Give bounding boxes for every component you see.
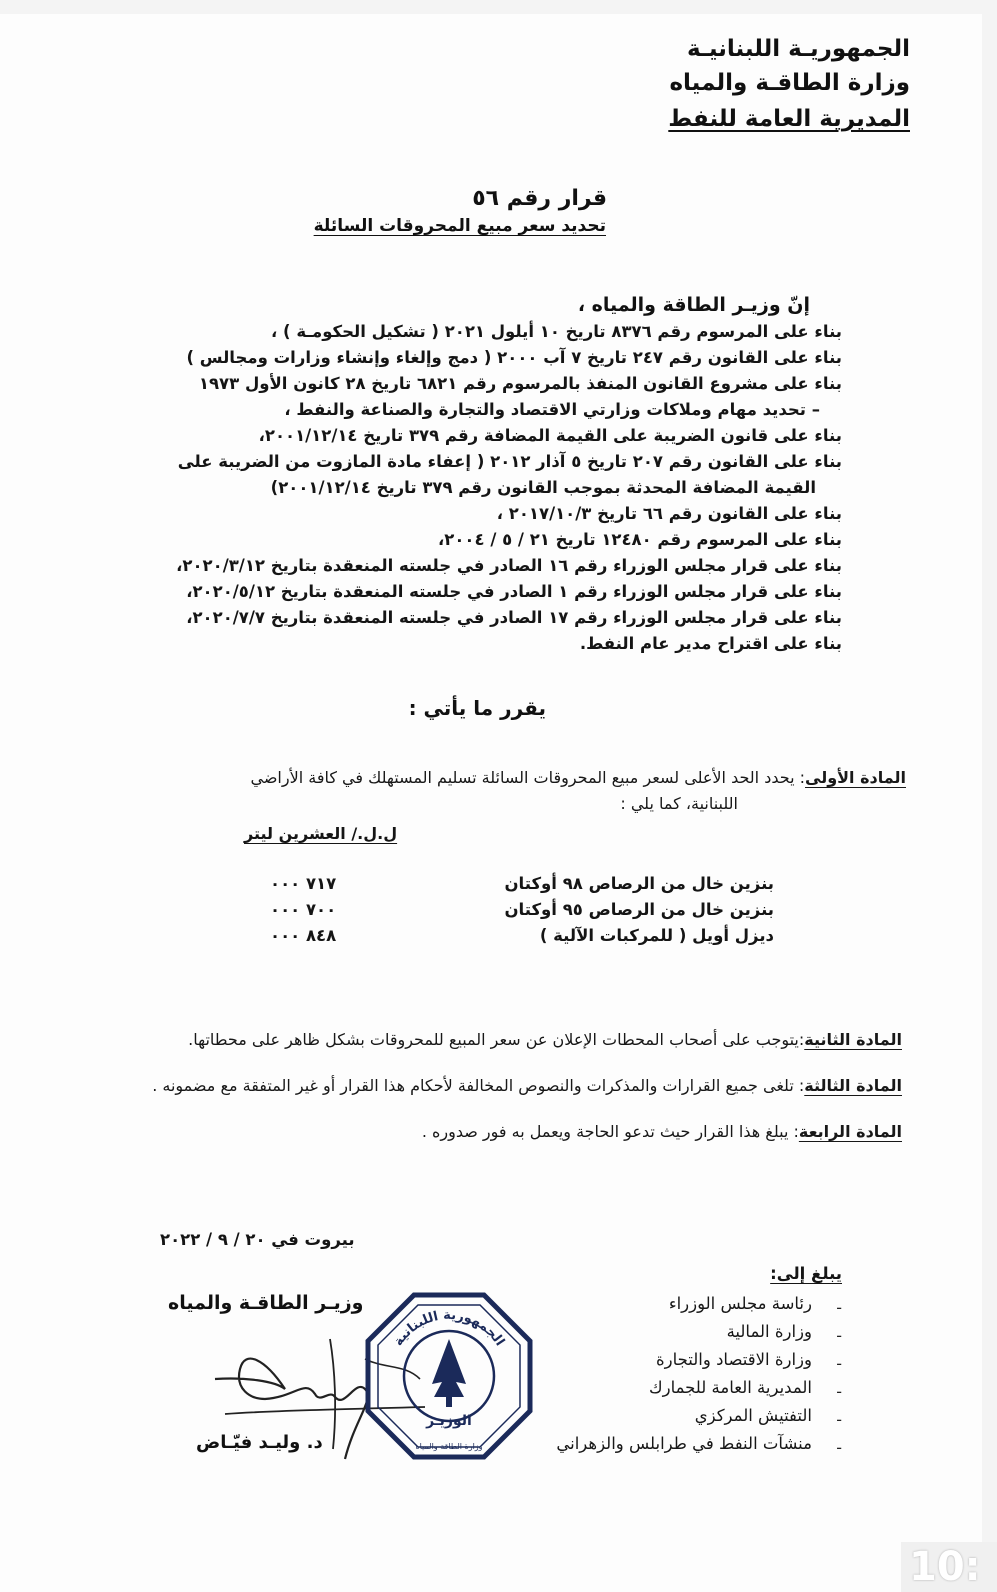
- status-clock: 10:: [901, 1542, 997, 1592]
- article-1-text: : يحدد الحد الأعلى لسعر مبيع المحروقات السائلة تسليم المستهلك في كافة الأراضي: [250, 768, 805, 787]
- recipient-item: وزارة المالية: [726, 1322, 812, 1341]
- bullet-dash: -: [836, 1438, 842, 1457]
- article-1-label: المادة الأولى: [805, 768, 906, 787]
- document-page: [0, 14, 982, 1592]
- preamble-item: بناء على قرار مجلس الوزراء رقم ١ الصادر في جلسته المنعقدة بتاريخ ٢٠٢٠/٥/١٢،: [186, 582, 842, 601]
- preamble-item: بناء على قرار مجلس الوزراء رقم ١٦ الصادر في جلسته المنعقدة بتاريخ ٢٠٢٠/٣/١٢،: [176, 556, 842, 575]
- recipient-item: وزارة الاقتصاد والتجارة: [655, 1350, 812, 1369]
- fuel-price: ٧١٧ ٠٠٠: [270, 874, 337, 893]
- article-4: [422, 1122, 902, 1141]
- preamble-item: بناء على قرار مجلس الوزراء رقم ١٧ الصادر في جلسته المنعقدة بتاريخ ٢٠٢٠/٧/٧،: [186, 608, 842, 627]
- article-2-label: المادة الثانية: [804, 1030, 902, 1049]
- header-republic: الجمهوريـة اللبنانيـة: [687, 36, 910, 62]
- bullet-dash: -: [836, 1410, 842, 1429]
- preamble-intro: إنّ وزيـر الطاقة والمياه ،: [577, 294, 810, 316]
- recipient-item: التفتيش المركزي: [694, 1406, 812, 1425]
- svg-text:الجمهورية اللبنانية: الجمهورية اللبنانية: [390, 1307, 508, 1349]
- preamble-item: بناء على القانون رقم ٢٠٧ تاريخ ٥ آذار ٢٠١٢ ( إعفاء مادة المازوت من الضريبة على: [177, 452, 842, 471]
- signature-title: وزيـر الطاقـة والمياه: [168, 1292, 364, 1314]
- header-directorate: المديرية العامة للنفط: [668, 106, 910, 132]
- bullet-dash: -: [836, 1298, 842, 1317]
- article-3-text: : تلغى جميع القرارات والمذكرات والنصوص المخالفة لأحكام هذا القرار أو غير المتفقة مع مضمونه .: [152, 1076, 805, 1095]
- decides-heading: يقرر ما يأتي :: [408, 696, 546, 720]
- article-2-text: :يتوجب على أصحاب المحطات الإعلان عن سعر المبيع للمحروقات بشكل ظاهر على محطاتها.: [188, 1030, 805, 1049]
- preamble-item: – تحديد مهام وملاكات وزارتي الاقتصاد والتجارة والصناعة والنفط ،: [284, 400, 820, 419]
- fuel-name: ديزل أويل ( للمركبات الآلية ): [539, 926, 774, 945]
- svg-text:وزارة الطاقة والمياه: وزارة الطاقة والمياه: [415, 1442, 483, 1451]
- ministry-seal: [362, 1289, 536, 1463]
- bullet-dash: -: [836, 1354, 842, 1373]
- bullet-dash: -: [836, 1326, 842, 1345]
- preamble-item: القيمة المضافة المحدثة بموجب القانون رقم ٣٧٩ تاريخ ٢٠٠١/١٢/١٤): [270, 478, 816, 497]
- preamble-item: بناء على المرسوم رقم ٨٣٧٦ تاريخ ١٠ أيلول ٢٠٢١ ( تشكيل الحكومـة ) ،: [271, 322, 842, 341]
- article-3: [152, 1076, 902, 1095]
- decision-subject: تحديد سعر مبيع المحروقات السائلة: [313, 216, 606, 236]
- preamble-item: بناء على قانون الضريبة على القيمة المضافة رقم ٣٧٩ تاريخ ٢٠٠١/١٢/١٤،: [258, 426, 842, 445]
- article-4-label: المادة الرابعة: [798, 1122, 902, 1141]
- fuel-price: ٨٤٨ ٠٠٠: [270, 926, 337, 945]
- preamble-item: بناء على القانون رقم ٢٤٧ تاريخ ٧ آب ٢٠٠٠ ( دمج وإلغاء وإنشاء وزارات ومجالس ): [186, 348, 842, 367]
- recipient-item: رئاسة مجلس الوزراء: [668, 1294, 812, 1313]
- decision-title: قرار رقم ٥٦: [472, 186, 607, 211]
- bullet-dash: -: [836, 1382, 842, 1401]
- recipients-heading: يبلغ إلى:: [770, 1264, 842, 1283]
- preamble-item: بناء على اقتراح مدير عام النفط.: [579, 634, 842, 653]
- preamble-item: بناء على المرسوم رقم ١٢٤٨٠ تاريخ ٢١ / ٥ / ٢٠٠٤،: [438, 530, 842, 549]
- fuel-price: ٧٠٠ ٠٠٠: [270, 900, 337, 919]
- article-3-label: المادة الثالثة: [804, 1076, 902, 1095]
- recipient-item: منشآت النفط في طرابلس والزهراني: [556, 1434, 812, 1453]
- fuel-name: بنزين خال من الرصاص ٩٥ أوكتان: [504, 900, 774, 919]
- article-1: [251, 768, 907, 787]
- document-date: بيروت في ٢٠ / ٩ / ٢٠٢٢: [160, 1230, 355, 1249]
- article-1-continuation: اللبنانية، كما يلي :: [620, 794, 738, 813]
- header-ministry: وزارة الطاقـة والمياه: [669, 70, 910, 96]
- price-unit: ل.ل./ العشرين ليتر: [244, 824, 398, 843]
- article-4-text: : يبلغ هذا القرار حيث تدعو الحاجة ويعمل به فور صدوره .: [421, 1122, 799, 1141]
- article-2: [188, 1030, 902, 1049]
- fuel-name: بنزين خال من الرصاص ٩٨ أوكتان: [504, 874, 774, 893]
- preamble-item: بناء على مشروع القانون المنفذ بالمرسوم رقم ٦٨٢١ تاريخ ٢٨ كانون الأول ١٩٧٣: [198, 374, 842, 393]
- svg-text:الوزيـر: الوزيـر: [426, 1413, 472, 1429]
- signature-name: د. وليـد فيّـاض: [196, 1432, 323, 1453]
- recipient-item: المديرية العامة للجمارك: [649, 1378, 812, 1397]
- preamble-item: بناء على القانون رقم ٦٦ تاريخ ٢٠١٧/١٠/٣ ،: [496, 504, 842, 523]
